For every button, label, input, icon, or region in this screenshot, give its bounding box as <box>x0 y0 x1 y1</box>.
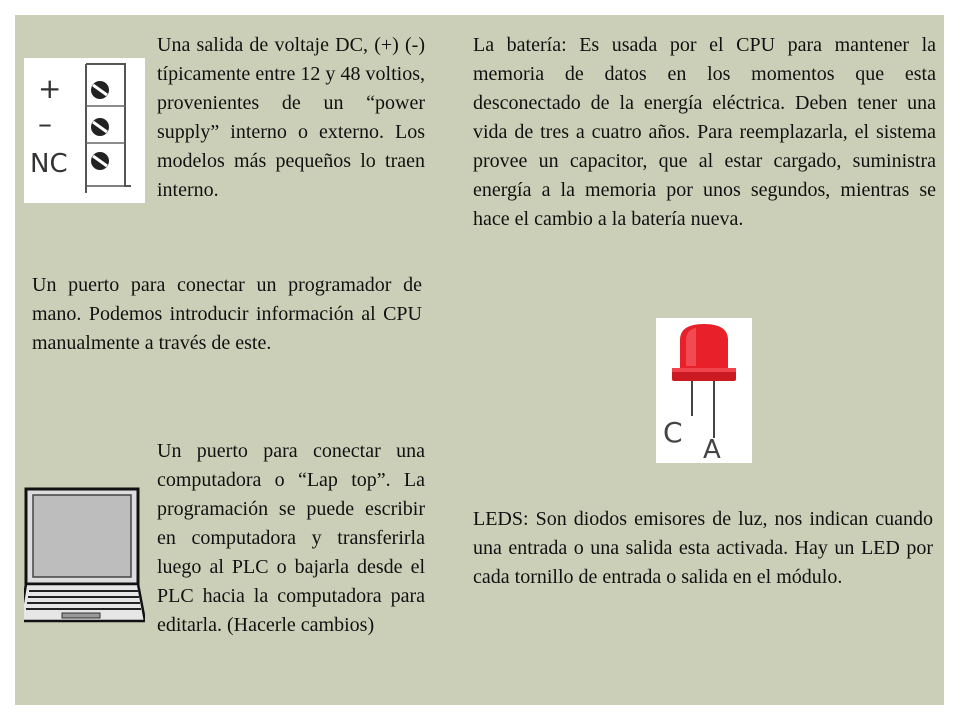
laptop-image <box>24 487 145 625</box>
battery-text: La batería: Es usada por el CPU para mantener la memoria de datos en los momentos que esta desconectado de la energía eléctrica. Deben tener una vida de tres a cuatro años. Para reemplazarla, el sistema provee un capacitor, que al estar cargado, suministra energía a la memoria por unos segundos, mientras se hace el cambio a la batería nueva. <box>473 34 936 230</box>
hand-programmer-port-text: Un puerto para conectar un programador de mano. Podemos introducir información al CPU manualmente a través de este. <box>32 274 422 354</box>
terminal-block-image <box>24 58 145 203</box>
slide <box>15 15 944 705</box>
computer-port-text: Un puerto para conectar una computadora o “Lap top”. La programación se puede escribir en computadora y transferirla luego al PLC o bajarla desde el PLC hacia la computadora para editarla. (Hacerle cambios) <box>157 440 425 636</box>
terminal-nc-label: NC <box>30 149 68 179</box>
voltage-output-text: Una salida de voltaje DC, (+) (-) típicamente entre 12 y 48 voltios, provenientes de un “power supply” interno o externo. Los modelos más pequeños lo traen interno. <box>157 34 425 201</box>
leds-text: LEDS: Son diodos emisores de luz, nos indican cuando una entrada o una salida esta activada. Hay un LED por cada tornillo de entrada o salida en el módulo. <box>473 508 933 588</box>
led-image <box>656 318 752 463</box>
led-anode-label: A <box>703 435 721 463</box>
led-cathode-label: C <box>663 416 683 449</box>
terminal-plus-label: + <box>38 72 62 105</box>
terminal-minus-label: – <box>38 107 52 140</box>
